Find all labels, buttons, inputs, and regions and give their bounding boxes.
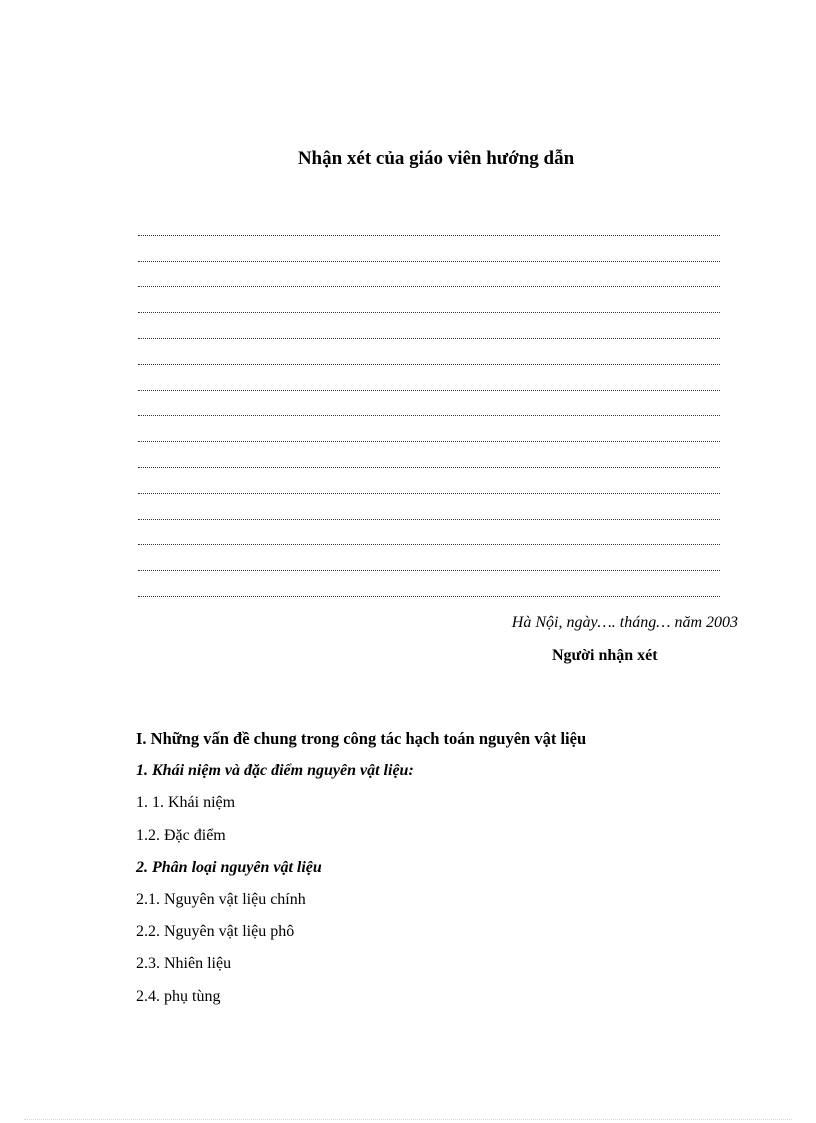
comment-line	[138, 339, 720, 365]
outline-heading: 2. Phân loại nguyên vật liệu	[136, 858, 322, 876]
comment-line	[138, 442, 720, 468]
outline-item: 1.2. Đặc điểm	[136, 826, 226, 844]
outline-item: 2.3. Nhiên liệu	[136, 955, 232, 973]
comment-line	[138, 416, 720, 442]
outline-item: 2.2. Nguyên vật liệu phô	[136, 923, 295, 941]
comment-line	[138, 545, 720, 571]
footer-divider	[24, 1119, 792, 1120]
comment-line	[138, 468, 720, 494]
comment-line	[138, 313, 720, 339]
comment-line	[138, 287, 720, 313]
comment-lines	[138, 210, 720, 597]
comment-line	[138, 262, 720, 288]
page-title: Nhận xét của giáo viên hướng dẫn	[297, 148, 575, 169]
outline-item: 1. 1. Khái niệm	[136, 794, 236, 812]
comment-line	[138, 210, 720, 236]
outline-list	[136, 728, 776, 1018]
outline-item: 2.1. Nguyên vật liệu chính	[136, 890, 306, 908]
place-date: Hà Nội, ngày…. tháng… năm 2003	[511, 614, 738, 631]
comment-line	[138, 571, 720, 597]
outline-heading: 1. Khái niệm và đặc điểm nguyên vật liệu:	[136, 762, 414, 780]
comment-line	[138, 520, 720, 546]
outline-heading: I. Những vấn đề chung trong công tác hạch toán nguyên vật liệu	[136, 729, 587, 748]
comment-line	[138, 391, 720, 417]
outline-item: 2.4. phụ tùng	[136, 987, 221, 1005]
comment-line	[138, 494, 720, 520]
comment-line	[138, 236, 720, 262]
comment-line	[138, 365, 720, 391]
signer-label: Người nhận xét	[552, 647, 658, 664]
